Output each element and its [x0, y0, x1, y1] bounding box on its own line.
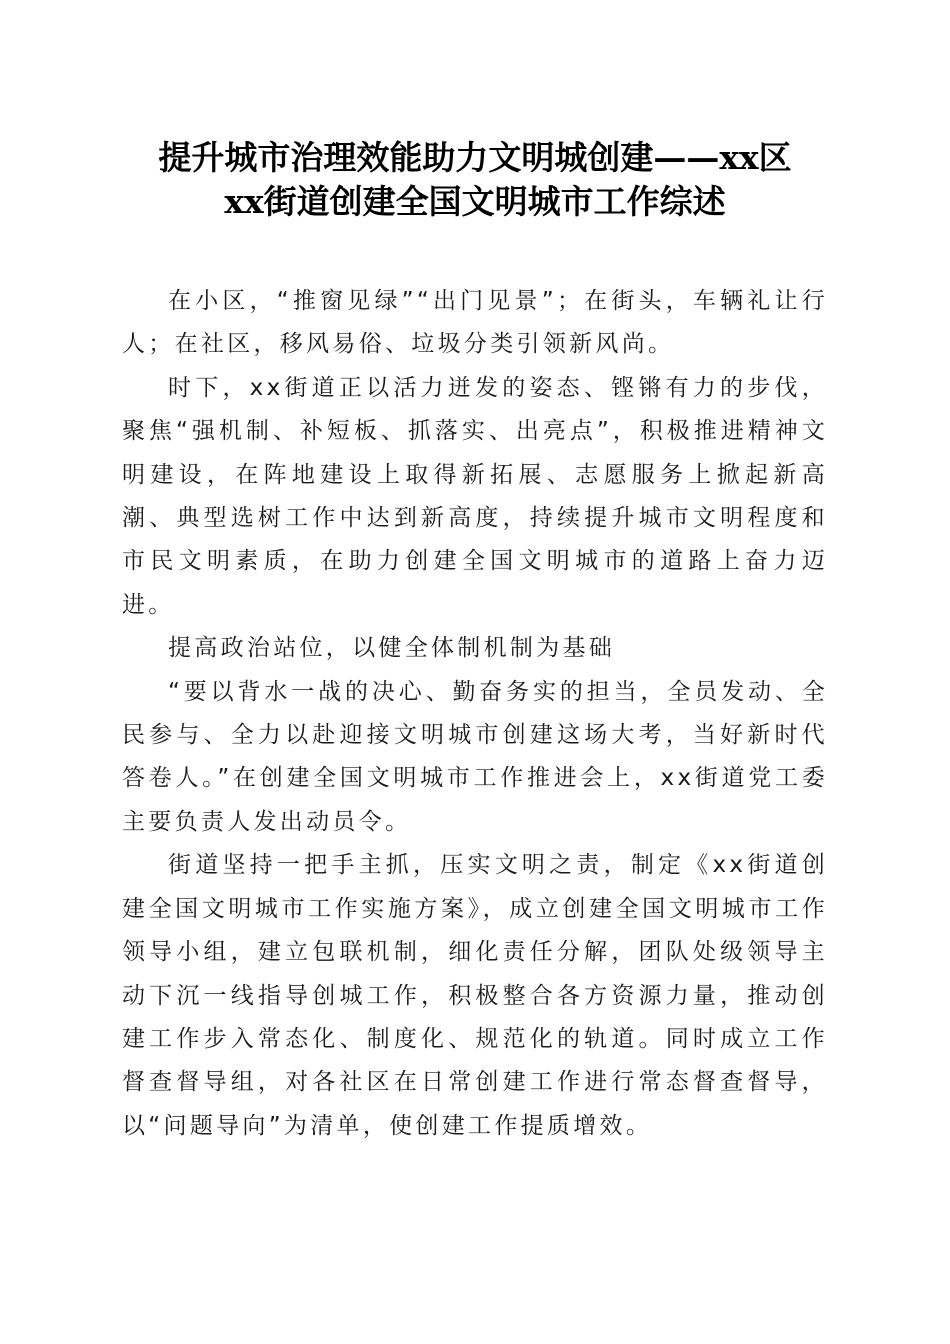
paragraph-overview: 时下，xx街道正以活力迸发的姿态、铿锵有力的步伐，聚焦“强机制、补短板、抓落实、出亮点”，积极推进精神文明建设，在阵地建设上取得新拓展、志愿服务上掀起新高潮、典型选树工作中达到新高度，持续提升城市文明程度和市民文明素质，在助力创建全国文明城市的道路上奋力迈进。 — [122, 374, 828, 618]
paragraph-intro: 在小区，“推窗见绿”“出门见景”；在街头，车辆礼让行人；在社区，移风易俗、垃圾分类引领新风尚。 — [122, 288, 828, 358]
paragraph-measures: 街道坚持一把手主抓，压实文明之责，制定《xx街道创建全国文明城市工作实施方案》，成立创建全国文明城市工作领导小组，建立包联机制，细化责任分解，团队处级领导主动下沉一线指导创城工作，积极整合各方资源力量，推动创建工作步入常态化、制度化、规范化的轨道。同时成立工作督查督导组，对各社区在日常创建工作进行常态督查督导，以“问题导向”为清单，使创建工作提质增效。 — [122, 852, 828, 1139]
section-heading: 提高政治站位，以健全体制机制为基础 — [168, 635, 616, 662]
title-line-2: xx街道创建全国文明城市工作综述 — [224, 182, 726, 221]
document-body — [122, 280, 828, 1148]
title-line-1: 提升城市治理效能助力文明城创建——xx区 — [158, 138, 792, 177]
document-title — [100, 136, 850, 224]
paragraph-quote: “要以背水一战的决心、勤奋务实的担当，全员发动、全民参与、全力以赴迎接文明城市创建这场大考，当好新时代答卷人。”在创建全国文明城市工作推进会上，xx街道党工委主要负责人发出动员令。 — [122, 678, 828, 835]
